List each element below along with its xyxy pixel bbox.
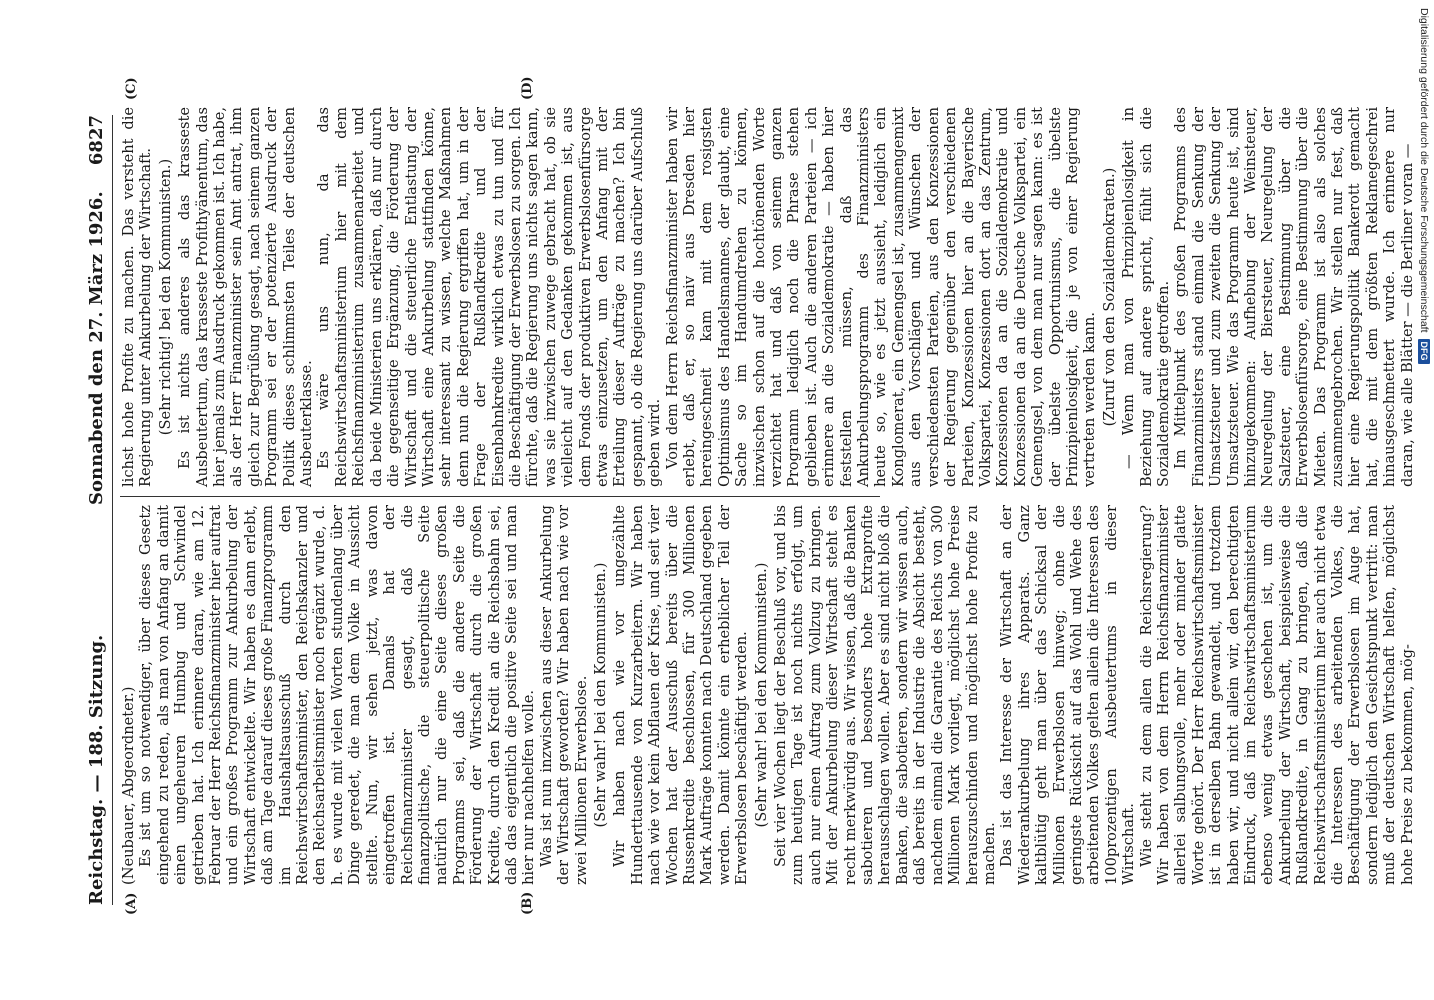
header-left: Reichstag. — 188. Sitzung. <box>86 634 107 905</box>
text-column-left <box>120 505 1416 885</box>
paragraph: Was ist nun inzwischen aus dieser Ankurbelung der Wirtschaft geworden? Wir haben nach wie vor zwei Millionen Erwerbslose. <box>537 505 590 885</box>
paragraph: Es ist um so notwendiger, über dieses Gesetz eingehend zu reden, als man von Anfang an damit einen ungeheuren Humbug und Schwindel getrieben hat. Ich erinnere daran, wie am 12. Februar der Herr Reichsfinanzminister hier auftrat und ein großes Programm zur Ankurbelung der Wirtschaft entwickelte. Wir haben es dann erlebt, daß am Tage darauf dieses große Finanzprogramm im Haushaltsausschuß durch den Reichswirtschaftsminister, den Reichskanzler und den Reichsarbeitsminister noch ergänzt wurde, d. h. es wurde mit vielen Worten stundenlang über Dinge geredet, die man dem Volke in Aussicht stellte. Nun, wir sehen jetzt, was davon eingetroffen ist. Damals hat der Reichsfinanzminister gesagt, daß die finanzpolitische, die steuerpolitische Seite natürlich nur die eine Seite dieses großen Programms sei, daß die andere Seite die Förderung der Wirtschaft durch die großen Kredite, durch den Kredit an die Reichsbahn sei, daß das eigentlich die positive Seite sei und man hier nur nachhelfen wolle. <box>137 505 538 885</box>
marker-a: (A) <box>124 892 139 915</box>
dfg-credit <box>1416 8 1432 992</box>
paragraph: Wie steht zu dem allen die Reichsregierung? Wir haben von dem Herrn Reichsfinanzminister allerlei salbungsvolle, mehr oder minder glatte Worte gehört. Der Herr Reichswirtschaftsminister ist in derselben Bahn gewandelt, und trotzdem haben wir, und nicht allein wir, den berechtigten Eindruck, daß im Reichswirtschaftsministerium ebenso wenig etwas geschehen ist, um die Ankurbelung der Wirtschaft, beispielsweise die Rußlandkredite, in Gang zu bringen, daß die Reichswirtschaftsministerium hier auch nicht etwa die Interessen des arbeitenden Volkes, die Beschäftigung der Erwerbslosen im Auge hat, sondern lediglich den Gesichtspunkt vertritt: man muß der deutschen Wirtschaft helfen, möglichst hohe Preise zu bekommen, mög- <box>1137 505 1416 885</box>
header-rule <box>112 115 113 905</box>
paragraph: Seit vier Wochen liegt der Beschluß vor, und bis zum heutigen Tage ist noch nichts erfolgt, um auch nur einen Auftrag zum Vollzug zu bringen. Mit der Ankurbelung dieser Wirtschaft steht es recht merkwürdig aus. Wir wissen, daß die Banken sabotieren und besonders hohe Extraprofite herausschlagen wollen. Aber es sind nicht bloß die Banken, die sabotieren, sondern wir wissen auch, daß bereits in der Industrie die Absicht besteht, nachdem einmal die Garantie des Reichs von 300 Millionen Mark vorliegt, möglichst hohe Preise herauszuschinden und möglichst hohe Profite zu machen. <box>772 505 998 885</box>
header-date: Sonnabend den 27. März 1926. <box>86 191 107 505</box>
interjection: (Sehr wahr! bei den Kommunisten.) <box>591 562 609 828</box>
paragraph: Im Mittelpunkt des großen Programms des Finanzministers stand einmal die Senkung der Umsatzsteuer und zum zweiten die Senkung der Umsatzsteuer. Wie das Programm heute ist, sind hinzugekommen: Aufhebung der Weinsteuer, Neuregelung der Biersteuer, Neuregelung der Salzsteuer, eine Bestimmung über die Erwerbslosenfürsorge, eine Bestimmung über die Mieten. Das Programm ist also als solches zusammengebrochen. Wir stellen nur fest, daß hier eine Regierungspolitik Bankerott gemacht hat, die mit dem größten Reklamegeschrei hinausgeschmettert wurde. Ich erinnere nur daran, wie alle Blätter — die Berliner voran — <box>1172 107 1416 487</box>
marker-d: (D) <box>520 76 535 100</box>
paragraph: Von dem Herrn Reichsfinanzminister haben wir erlebt, daß er, so naiv aus Dresden hier hereingeschneit kam mit dem rosigsten Optimismus des Handelsmannes, der glaubt, eine Sache so im Handumdrehen zu können, inzwischen schon auf die hochtönenden Worte verzichtet hat und daß von seinem ganzen Programm lediglich noch die Phrase stehen geblieben ist. Auch die anderen Parteien — ich erinnere an die Sozialdemokratie — haben hier feststellen müssen, daß das Ankurbelungsprogramm des Finanzministers heute so, wie es jetzt aussieht, lediglich ein Konglomerat, ein Gemengsel ist, zusammengemixt aus den Vorschlägen und Wünschen der verschiedensten Parteien, aus den Konzessionen der Regierung gegenüber den verschiedenen Parteien, Konzessionen hier an die Bayerische Volkspartei, Konzessionen dort an das Zentrum, Konzessionen da an die Sozialdemokratie und Konzessionen da an die Deutsche Volkspartei, ein Gemengsel, von dem man nur sagen kann: es ist der übelste Opportunismus, die übelste Prinzipienlosigkeit, die je von einer Regierung vertreten werden kann. <box>663 107 1099 487</box>
paragraph: (Neubauer, Abgeordneter.) <box>120 686 137 885</box>
paragraph: Das ist das Interesse der Wirtschaft an der Wiederankurbelung ihres Apparats. Ganz kaltblütig geht man über das Schicksal der Millionen Erwerbslosen hinweg; ohne die geringste Rücksicht auf das Wohl und Wehe des arbeitenden Volkes gelten allein die Interessen des 100prozentigen Ausbeutertums in dieser Wirtschaft. <box>998 505 1138 885</box>
paragraph: Es ist nichts anderes als das krasseste Ausbeutertum, das krasseste Profithyänentum, das hier jemals zum Ausdruck gekommen ist. Ich habe, als der Herr Finanzminister sein Amt antrat, ihm gleich zur Begrüßung gesagt, nach seinem ganzen Programm sei er der potenzierte Ausdruck der Politik dieses schlimmsten Teiles der deutschen Ausbeuterklasse. <box>176 107 316 487</box>
marker-b: (B) <box>520 891 535 915</box>
paragraph: — Wenn man von Prinzipienlosigkeit in Beziehung auf andere spricht, fühlt sich die Sozialdemokratie getroffen. <box>1120 107 1172 487</box>
dfg-logo-icon: DFG <box>1418 339 1430 364</box>
interjection: (Zuruf von den Sozialdemokraten.) <box>1100 167 1118 427</box>
interjection: (Sehr wahr! bei den Kommunisten.) <box>752 562 770 828</box>
text-column-right <box>120 107 1416 487</box>
column-divider <box>120 496 880 497</box>
interjection: (Sehr richtig! bei den Kommunisten.) <box>156 158 174 436</box>
credit-text: Digitalisierung gefördert durch die Deutsche Forschungsgemeinschaft <box>1418 8 1430 333</box>
page-number: 6827 <box>86 115 107 166</box>
marker-c: (C) <box>124 77 139 100</box>
page-header <box>82 0 116 1000</box>
paragraph: Wir haben nach wie vor ungezählte Hunderttausende von Kurzarbeitern. Wir haben nach wie vor kein Abflauen der Krise, und seit vier Wochen hat der Ausschuß bereits über die Russenkredite beschlossen, für 300 Millionen Mark Aufträge konnten nach Deutschland gegeben werden. Damit könnte ein erheblicher Teil der Erwerbslosen beschäftigt werden. <box>611 505 751 885</box>
paragraph: lichst hohe Profite zu machen. Das versteht die Regierung unter Ankurbelung der Wirtschaft. <box>120 107 155 487</box>
paragraph: Es wäre uns nun, da das Reichswirtschaftsministerium hier mit dem Reichsfinanzministerium zusammenarbeitet und da beide Ministerien uns erklären, daß nur durch die gegenseitige Ergänzung, die Förderung der Wirtschaft und die steuerliche Entlastung der Wirtschaft eine Ankurbelung stattfinden könne, sehr interessant zu wissen, welche Maßnahmen denn nun die Regierung ergriffen hat, um in der Frage der Rußlandkredite und der Eisenbahnkredite wirklich etwas zu tun und für die Beschäftigung der Erwerbslosen zu sorgen. Ich fürchte, daß die Regierung uns nichts sagen kann, was sie inzwischen zuwege gebracht hat, ob sie vielleicht auf den Gedanken gekommen ist, aus dem Fonds der produktiven Erwerbslosenfürsorge etwas einzusetzen, um den Anfang mit der Erteilung dieser Aufträge zu machen? Ich bin gespannt, ob die Regierung uns darüber Aufschluß geben wird. <box>315 107 664 487</box>
